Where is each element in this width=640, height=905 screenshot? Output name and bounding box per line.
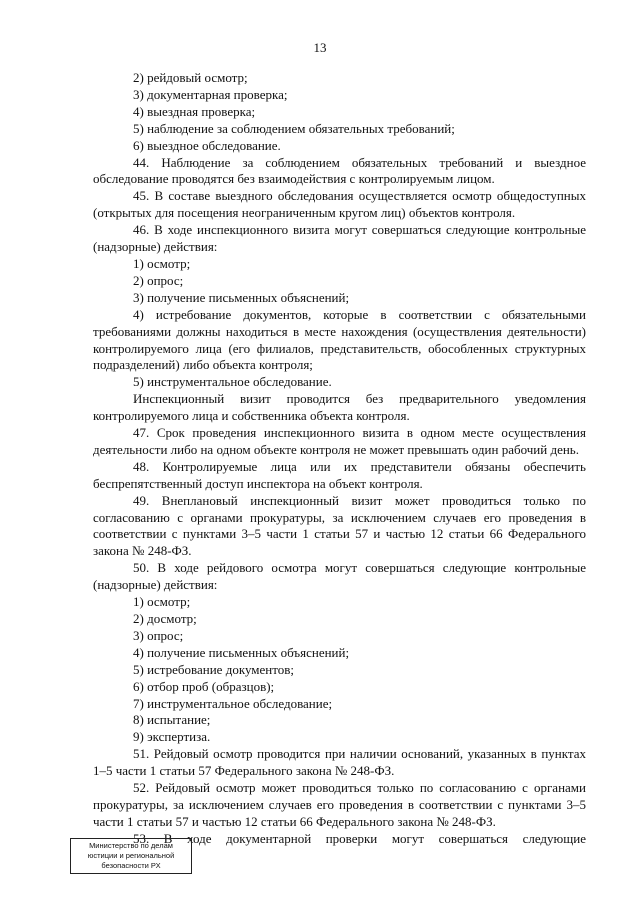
paragraph: 8) испытание; [133,712,211,728]
page-number: 13 [313,40,327,55]
paragraph: Инспекционный визит проводится без предварительного уведомления контролируемого лица и собственника объекта контроля. [93,391,586,424]
paragraph: 46. В ходе инспекционного визита могут совершаться следующие контрольные (надзорные) действия: [93,222,586,255]
paragraph: 1) осмотр; [133,594,191,610]
stamp-line: безопасности РХ [101,861,161,870]
paragraph: 5) истребование документов; [133,661,294,677]
paragraph: 4) выездная проверка; [133,103,256,119]
paragraph: 52. Рейдовый осмотр может проводиться только по согласованию с органами прокуратуры, за исключением случаев его проведения в соответствии с пунктами 3–5 части 1 статьи 57 и частью 12 статьи 66 Федерального закона № 248-ФЗ. [93,780,586,829]
paragraph: 4) истребование документов, которые в соответствии с обязательными требованиями должны находиться в месте нахождения (осуществления деятельности) контролируемого лица (его филиалов, представительств, обособленных структурных подразделений) либо объекта контроля; [93,306,586,373]
paragraph: 6) выездное обследование. [133,137,281,153]
paragraph: 5) наблюдение за соблюдением обязательных требований; [133,120,455,136]
paragraph: 49. Внеплановый инспекционный визит может проводиться только по согласованию с органами прокуратуры, за исключением случаев его проведения в соответствии с пунктами 3–5 части 1 статьи 57 и частью 12 статьи 66 Федерального закона № 248-ФЗ. [93,492,586,559]
paragraph: 7) инструментальное обследование; [133,695,333,711]
paragraph: 2) опрос; [133,272,184,288]
paragraph: 47. Срок проведения инспекционного визита в одном месте осуществления деятельности либо на одном объекте контроля не может превышать один рабочий день. [93,425,586,457]
paragraph: 45. В составе выездного обследования осуществляется осмотр общедоступных (открытых для посещения неограниченным кругом лиц) объектов контроля. [93,188,586,221]
paragraph: 3) документарная проверка; [133,86,288,102]
paragraph: 4) получение письменных объяснений; [133,644,350,660]
paragraph: 50. В ходе рейдового осмотра могут совершаться следующие контрольные (надзорные) действия: [93,560,586,593]
paragraph: 2) рейдовый осмотр; [133,70,248,85]
stamp-line: юстиции и региональной [87,851,175,860]
paragraph: 9) экспертиза. [133,729,211,745]
paragraph: 1) осмотр; [133,255,191,271]
document-body [93,70,586,848]
paragraph: 44. Наблюдение за соблюдением обязательных требований и выездное обследование проводятся без взаимодействия с контролируемым лицом. [93,154,586,187]
paragraph: 2) досмотр; [133,611,197,626]
paragraph: 51. Рейдовый осмотр проводится при наличии оснований, указанных в пунктах 1–5 части 1 статьи 57 Федерального закона № 248-ФЗ. [93,746,586,779]
ministry-stamp [70,838,192,874]
paragraph: 3) получение письменных объяснений; [133,289,350,305]
paragraph: 3) опрос; [133,627,184,643]
paragraph: 5) инструментальное обследование. [133,374,332,390]
paragraph: 48. Контролируемые лица или их представители обязаны обеспечить беспрепятственный доступ инспектора на объект контроля. [93,458,586,491]
paragraph: 6) отбор проб (образцов); [133,678,275,694]
stamp-line: Министерство по делам [89,841,173,850]
paragraph: 53. В ходе документарной проверки могут совершаться следующие [133,830,586,846]
